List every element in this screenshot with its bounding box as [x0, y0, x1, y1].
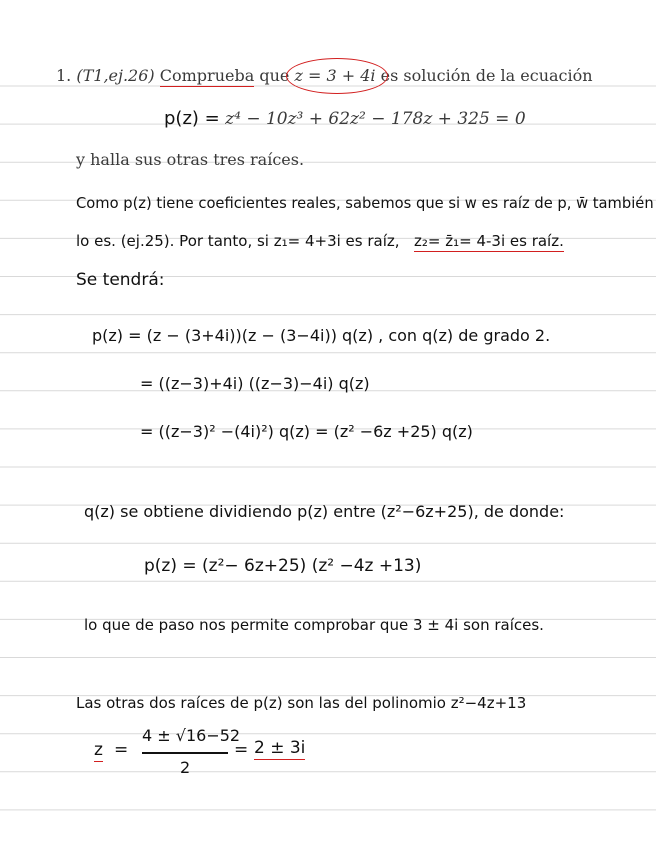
- equation-rhs: z⁴ − 10z³ + 62z² − 178z + 325 = 0: [225, 109, 526, 129]
- solution-line-5: lo que de paso nos permite comprobar que 3 ± 4i son raíces.: [84, 616, 544, 634]
- equation-1: p(z) = (z − (3+4i))(z − (3−4i)) q(z) , con q(z) de grado 2.: [92, 326, 551, 345]
- final-equals: =: [114, 740, 129, 760]
- problem-reference: (T1,ej.26): [76, 66, 155, 85]
- problem-rest: es solución de la ecuación: [380, 66, 593, 85]
- solution-line-6: Las otras dos raíces de p(z) son las del polinomio z²−4z+13: [76, 694, 527, 712]
- final-variable: z: [94, 740, 103, 760]
- solution-line-3: Se tendrá:: [76, 270, 165, 290]
- problem-number: 1.: [56, 66, 72, 85]
- solution-line-4: q(z) se obtiene dividiendo p(z) entre (z²−6z+25), de donde:: [84, 502, 565, 521]
- problem-tail: y halla sus otras tres raíces.: [76, 150, 305, 169]
- solution-line-2a: lo es. (ej.25). Por tanto, si z₁= 4+3i es raíz,: [76, 232, 400, 250]
- fraction-bar: [142, 752, 228, 754]
- final-equals-2: =: [234, 740, 249, 760]
- equation-3: = ((z−3)² −(4i)²) q(z) = (z² −6z +25) q(z): [140, 422, 473, 441]
- equation-lhs: p(z) =: [164, 108, 220, 129]
- red-circle-annotation: [286, 58, 388, 94]
- fraction-denominator: 2: [180, 758, 191, 777]
- problem-root: z = 3 + 4i: [294, 66, 376, 85]
- solution-line-2b: z₂= z̄₁= 4-3i es raíz.: [414, 232, 564, 250]
- equation-4: p(z) = (z²− 6z+25) (z² −4z +13): [144, 556, 422, 576]
- final-answer: 2 ± 3i: [254, 738, 306, 758]
- equation-2: = ((z−3)+4i) ((z−3)−4i) q(z): [140, 374, 370, 393]
- problem-verb: Comprueba: [159, 66, 255, 85]
- problem-equation: [164, 108, 526, 129]
- fraction-numerator: 4 ± √16−52: [142, 726, 241, 745]
- problem-que: que: [259, 66, 290, 85]
- solution-line-1: Como p(z) tiene coeficientes reales, sabemos que si w es raíz de p, w̄ también: [76, 194, 654, 212]
